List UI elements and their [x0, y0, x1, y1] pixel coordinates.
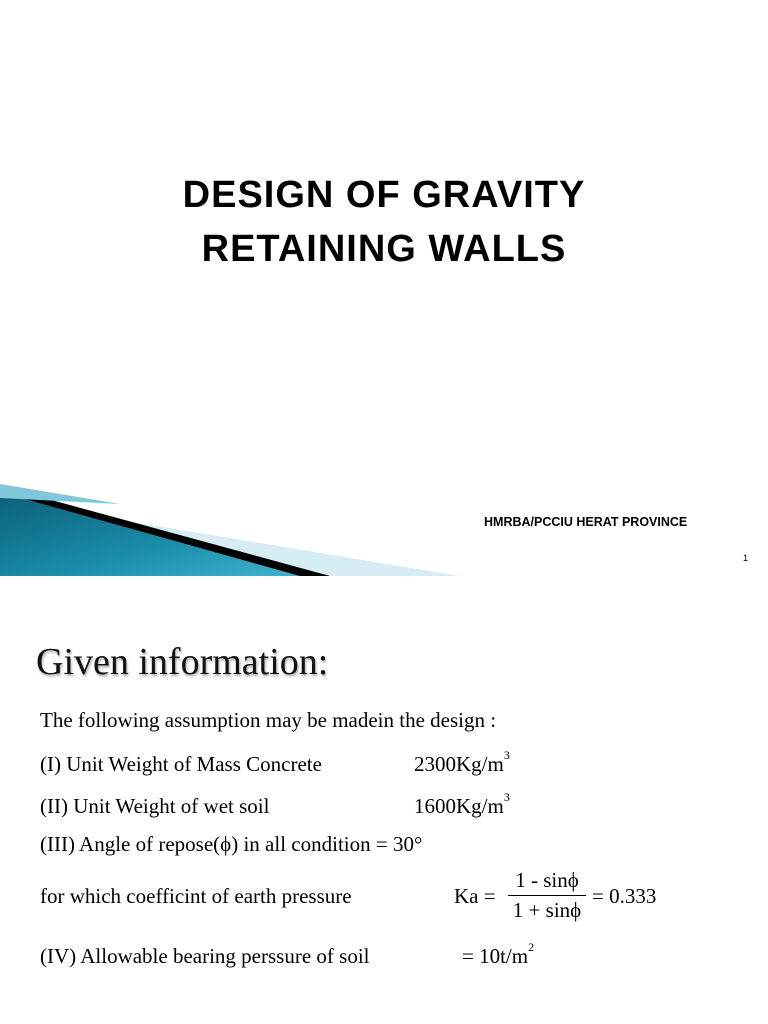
item-bearing-label: (IV) Allowable bearing perssure of soil [40, 944, 370, 968]
title-line-2: RETAINING WALLS [201, 228, 567, 270]
ka-result: = 0.333 [592, 884, 657, 908]
ka-denominator: 1 + sinϕ [512, 898, 582, 922]
item-earth-pressure-label: for which coefficint of earth pressure [40, 884, 352, 908]
item-angle-of-repose: (III) Angle of repose(ϕ) in all condition = 30° [40, 832, 423, 856]
item-soil-label: (II) Unit Weight of wet soil [40, 794, 270, 818]
slide-title [0, 168, 768, 276]
ka-symbol: Ka = [454, 884, 496, 908]
ka-numerator: 1 - sinϕ [508, 868, 586, 896]
item-bearing-value: = $10t/m^2$ [462, 940, 535, 968]
slide-2 [0, 576, 768, 1024]
item-concrete-value: $2300Kg/m^3$ [414, 748, 510, 776]
item-soil-value: $1600Kg/m^3$ [414, 790, 510, 818]
title-line-1: DESIGN OF GRAVITY [182, 174, 586, 216]
intro-text: The following assumption may be madein the design : [40, 708, 497, 732]
page-number: 1 [743, 553, 749, 563]
footer-organization: HMRBA/PCCIU HERAT PROVINCE [484, 515, 688, 529]
decorative-swoosh [0, 480, 460, 576]
item-concrete-label: (I) Unit Weight of Mass Concrete [40, 752, 322, 776]
ka-fraction [508, 868, 586, 923]
given-info-title: Given information: [36, 641, 329, 683]
